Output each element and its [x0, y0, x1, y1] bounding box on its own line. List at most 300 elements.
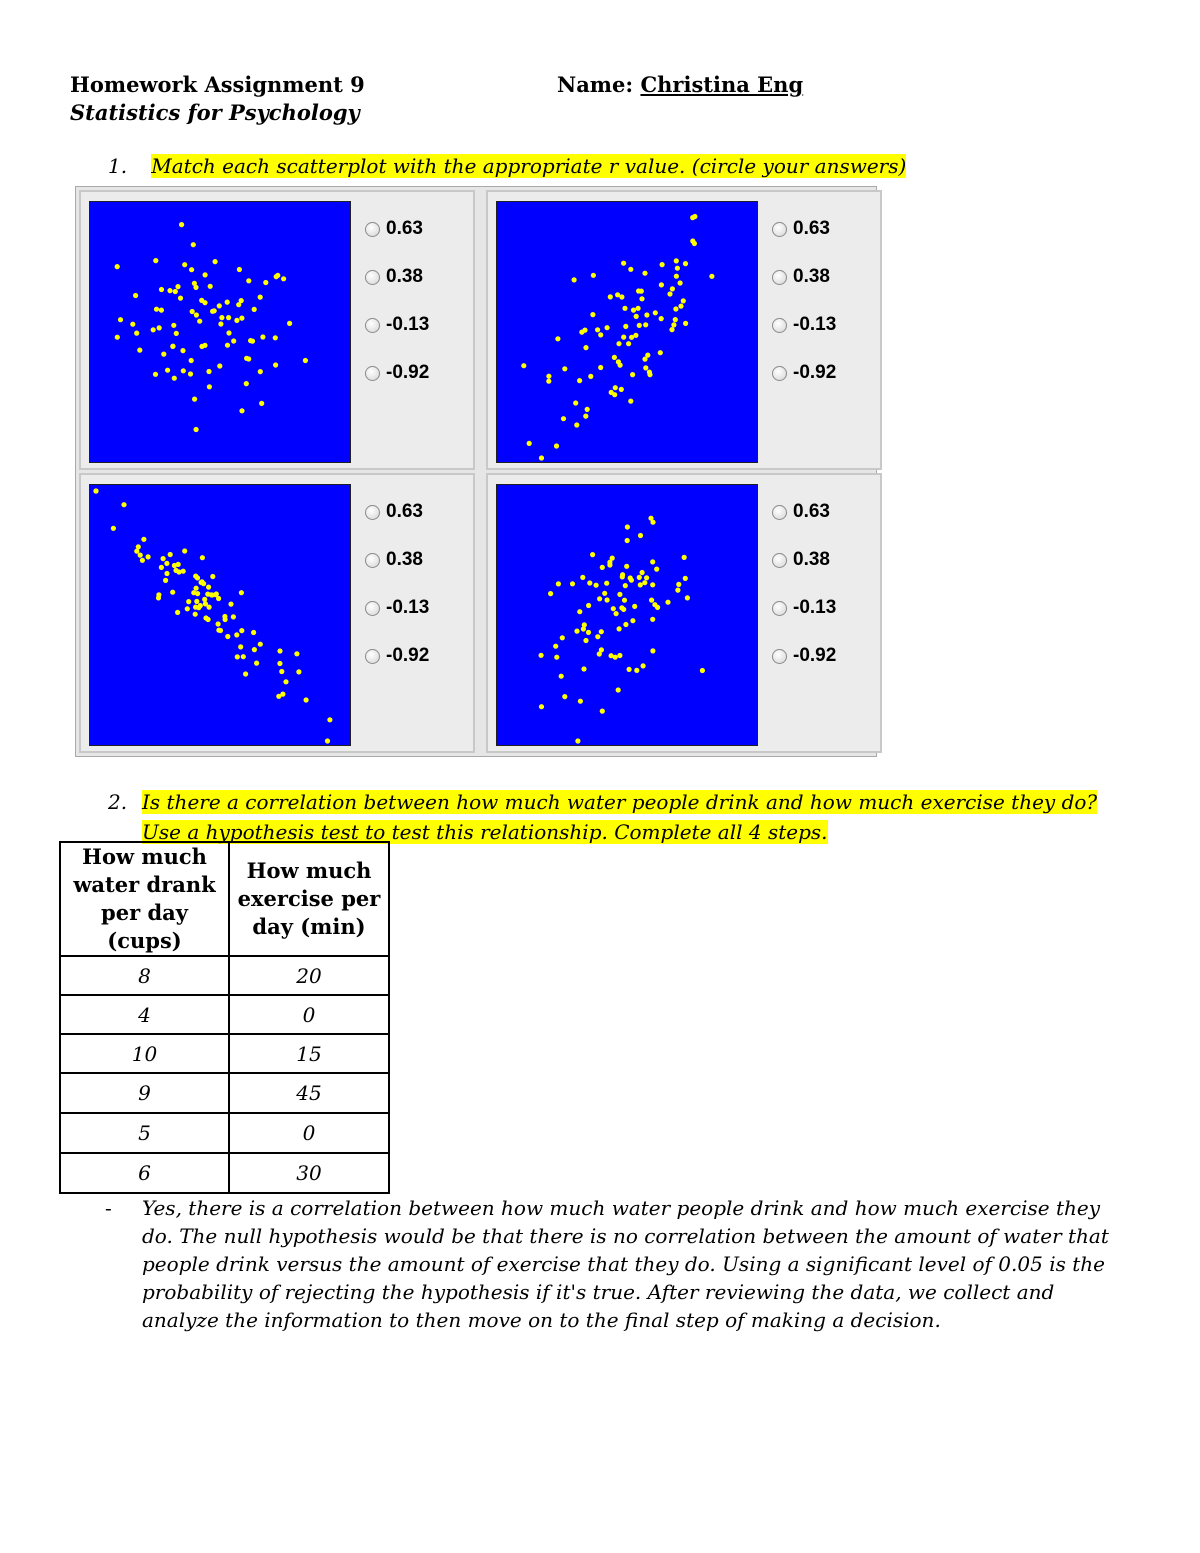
scatter-point: [234, 632, 239, 637]
scatter-point: [151, 327, 156, 332]
scatter-point: [573, 400, 578, 405]
scatter-point: [225, 634, 230, 639]
cell-water: 9: [60, 1073, 229, 1113]
scatter-point: [93, 488, 98, 493]
scatter-point: [197, 319, 202, 324]
scatter-point: [617, 592, 622, 597]
scatter-point: [678, 280, 683, 285]
scatter-point: [281, 276, 286, 281]
scatter-point: [303, 358, 308, 363]
scatter-point: [621, 335, 626, 340]
scatter-point: [683, 261, 688, 266]
scatter-point: [610, 556, 615, 561]
option--0.92[interactable]: -0.92: [355, 358, 429, 388]
scatter-point: [165, 368, 170, 373]
option--0.13[interactable]: -0.13: [355, 310, 429, 340]
scatter-point: [681, 298, 686, 303]
cell-exercise: 0: [229, 1113, 389, 1153]
scatter-point: [296, 669, 301, 674]
scatter-point: [159, 308, 164, 313]
scatterplot-3: [89, 484, 351, 746]
scatter-point: [259, 401, 264, 406]
scatter-point: [237, 267, 242, 272]
scatter-point: [608, 294, 613, 299]
cell-water: 10: [60, 1034, 229, 1073]
option--0.92[interactable]: -0.92: [355, 641, 429, 671]
scatter-point: [617, 653, 622, 658]
radio-icon[interactable]: [365, 553, 380, 568]
scatter-point: [630, 372, 635, 377]
scatter-point: [239, 408, 244, 413]
scatter-point: [650, 520, 655, 525]
scatter-point: [325, 738, 330, 743]
scatter-point: [645, 353, 650, 358]
scatter-point: [683, 321, 688, 326]
scatterplot-cell-4: [486, 473, 882, 753]
scatter-point: [210, 592, 215, 597]
option-0.38[interactable]: 0.38: [355, 262, 423, 292]
scatter-point: [674, 274, 679, 279]
scatter-point: [577, 378, 582, 383]
scatter-point: [659, 282, 664, 287]
scatter-point: [623, 324, 628, 329]
scatter-point: [647, 370, 652, 375]
option-0.38[interactable]: 0.38: [762, 262, 830, 292]
scatter-point: [595, 327, 600, 332]
radio-icon[interactable]: [772, 318, 787, 333]
scatter-point: [140, 558, 145, 563]
scatter-point: [161, 556, 166, 561]
question-1-number: 1.: [108, 154, 128, 178]
scatter-point: [189, 358, 194, 363]
scatter-point: [130, 322, 135, 327]
scatter-point: [673, 306, 678, 311]
scatter-point: [579, 330, 584, 335]
option-0.63[interactable]: 0.63: [355, 497, 423, 527]
cell-water: 5: [60, 1113, 229, 1153]
scatter-point: [674, 258, 679, 263]
scatter-point: [115, 335, 120, 340]
scatter-point: [159, 565, 164, 570]
scatter-point: [581, 626, 586, 631]
scatter-point: [239, 298, 244, 303]
scatter-point: [111, 526, 116, 531]
cell-exercise: 45: [229, 1073, 389, 1113]
scatter-point: [210, 574, 215, 579]
scatter-point: [595, 634, 600, 639]
scatter-point: [615, 292, 620, 297]
scatter-point: [207, 384, 212, 389]
course-subtitle: Statistics for Psychology: [70, 100, 360, 125]
column-header-exercise: How much exercise per day (min): [229, 842, 389, 956]
data-table: [59, 841, 390, 1194]
scatter-point: [620, 572, 625, 577]
radio-icon[interactable]: [772, 601, 787, 616]
scatter-point: [629, 335, 634, 340]
scatter-point: [157, 325, 162, 330]
scatter-point: [546, 379, 551, 384]
radio-icon[interactable]: [772, 649, 787, 664]
scatter-point: [554, 443, 559, 448]
option--0.13[interactable]: -0.13: [762, 593, 836, 623]
radio-icon[interactable]: [772, 505, 787, 520]
scatter-point: [202, 343, 207, 348]
scatter-point: [170, 344, 175, 349]
scatter-point: [594, 583, 599, 588]
scatterplot-cell-3: [79, 473, 475, 753]
scatter-point: [675, 588, 680, 593]
scatter-point: [599, 647, 604, 652]
scatter-point: [250, 339, 255, 344]
radio-icon[interactable]: [772, 553, 787, 568]
scatter-point: [628, 267, 633, 272]
scatter-point: [653, 310, 658, 315]
scatter-point: [622, 598, 627, 603]
scatter-point: [115, 264, 120, 269]
scatter-point: [572, 277, 577, 282]
scatter-point: [174, 331, 179, 336]
scatter-point: [602, 591, 607, 596]
scatter-point: [559, 674, 564, 679]
scatter-point: [254, 661, 259, 666]
scatter-point: [605, 597, 610, 602]
scatter-point: [617, 626, 622, 631]
scatter-point: [194, 599, 199, 604]
scatter-point: [562, 694, 567, 699]
scatter-point: [238, 644, 243, 649]
option-0.63[interactable]: 0.63: [355, 214, 423, 244]
scatter-point: [287, 321, 292, 326]
scatter-point: [154, 307, 159, 312]
scatter-point: [251, 630, 256, 635]
scatter-point: [560, 635, 565, 640]
scatter-point: [628, 399, 633, 404]
scatter-point: [654, 567, 659, 572]
scatter-point: [203, 615, 208, 620]
scatter-point: [141, 537, 146, 542]
cell-exercise: 0: [229, 995, 389, 1034]
scatter-point: [206, 369, 211, 374]
scatter-point: [612, 355, 617, 360]
radio-icon[interactable]: [772, 366, 787, 381]
scatter-point: [609, 653, 614, 658]
scatter-point: [640, 570, 645, 575]
option-0.38[interactable]: 0.38: [355, 545, 423, 575]
scatter-point: [659, 316, 664, 321]
scatter-point: [650, 617, 655, 622]
scatter-point: [195, 591, 200, 596]
scatter-point: [138, 553, 143, 558]
scatter-point: [163, 578, 168, 583]
scatter-point: [586, 630, 591, 635]
scatter-point: [600, 709, 605, 714]
scatter-point: [619, 605, 624, 610]
scatter-point: [181, 569, 186, 574]
name-value: Christina Eng: [640, 72, 804, 97]
table-row: [60, 1073, 389, 1113]
scatter-point: [587, 580, 592, 585]
scatter-point: [159, 287, 164, 292]
scatter-point: [153, 372, 158, 377]
scatter-point: [192, 397, 197, 402]
scatter-point: [621, 261, 626, 266]
scatter-point: [675, 266, 680, 271]
scatter-point: [556, 581, 561, 586]
scatter-point: [655, 605, 660, 610]
scatter-point: [548, 591, 553, 596]
scatter-point: [260, 334, 265, 339]
option-0.63[interactable]: 0.63: [762, 214, 830, 244]
table-row: [60, 956, 389, 995]
scatter-point: [539, 653, 544, 658]
scatter-point: [235, 654, 240, 659]
scatter-point: [175, 284, 180, 289]
scatter-point: [241, 654, 246, 659]
scatter-point: [604, 581, 609, 586]
scatter-point: [188, 371, 193, 376]
scatter-point: [118, 317, 123, 322]
scatter-point: [222, 614, 227, 619]
scatter-point: [231, 614, 236, 619]
radio-icon[interactable]: [365, 222, 380, 237]
scatter-point: [182, 548, 187, 553]
scatterplot-cell-2: [486, 190, 882, 470]
scatter-point: [678, 304, 683, 309]
scatter-point: [283, 679, 288, 684]
scatter-point: [234, 318, 239, 323]
scatter-point: [546, 374, 551, 379]
radio-icon[interactable]: [365, 649, 380, 664]
radio-icon[interactable]: [772, 270, 787, 285]
scatter-point: [583, 414, 588, 419]
scatter-point: [239, 316, 244, 321]
scatter-point: [643, 365, 648, 370]
scatter-point: [521, 363, 526, 368]
scatter-point: [562, 366, 567, 371]
scatter-point: [167, 288, 172, 293]
scatter-point: [263, 280, 268, 285]
scatter-point: [578, 699, 583, 704]
scatter-point: [304, 697, 309, 702]
student-name: [557, 72, 803, 97]
scatter-point: [599, 629, 604, 634]
scatter-point: [634, 314, 639, 319]
scatter-point: [583, 638, 588, 643]
cell-exercise: 30: [229, 1153, 389, 1193]
radio-icon[interactable]: [365, 270, 380, 285]
question-1: [108, 154, 906, 178]
scatterplot-cell-1: [79, 190, 475, 470]
scatter-point: [639, 296, 644, 301]
scatter-point: [683, 576, 688, 581]
scatter-point: [630, 618, 635, 623]
scatter-point: [639, 289, 644, 294]
name-label: Name:: [557, 72, 634, 97]
scatter-point: [153, 258, 158, 263]
scatter-point: [244, 381, 249, 386]
scatter-point: [277, 648, 282, 653]
scatter-point: [590, 312, 595, 317]
scatter-point: [590, 552, 595, 557]
scatter-point: [279, 669, 284, 674]
scatter-point: [294, 651, 299, 656]
scatter-point: [216, 628, 221, 633]
scatter-point: [252, 647, 257, 652]
answer-bullet: -: [105, 1196, 112, 1220]
scatter-point: [276, 694, 281, 699]
scatter-point: [193, 612, 198, 617]
cell-water: 8: [60, 956, 229, 995]
scatter-point: [258, 642, 263, 647]
scatter-point: [612, 392, 617, 397]
scatter-point: [577, 609, 582, 614]
scatter-point: [673, 317, 678, 322]
scatter-point: [676, 582, 681, 587]
scatter-point: [574, 422, 579, 427]
radio-icon[interactable]: [365, 505, 380, 520]
question-2: [108, 788, 1118, 848]
assignment-title: Homework Assignment 9: [70, 72, 365, 97]
scatter-point: [638, 533, 643, 538]
scatter-point: [580, 575, 585, 580]
radio-icon[interactable]: [365, 318, 380, 333]
scatter-point: [194, 312, 199, 317]
radio-icon[interactable]: [772, 222, 787, 237]
scatter-point: [217, 363, 222, 368]
scatter-point: [539, 455, 544, 460]
scatter-point: [670, 286, 675, 291]
scatter-point: [216, 621, 221, 626]
scatter-point: [194, 586, 199, 591]
scatter-point: [186, 599, 191, 604]
scatter-point: [193, 605, 198, 610]
scatter-point: [136, 544, 141, 549]
scatter-point: [644, 575, 649, 580]
scatter-point: [273, 335, 278, 340]
scatter-point: [226, 330, 231, 335]
scatter-point: [623, 583, 628, 588]
scatter-point: [252, 307, 257, 312]
scatter-point: [625, 538, 630, 543]
column-header-water: How much water drank per day (cups): [60, 842, 229, 956]
option--0.13[interactable]: -0.13: [762, 310, 836, 340]
scatter-point: [181, 368, 186, 373]
scatter-point: [583, 345, 588, 350]
scatter-point: [642, 271, 647, 276]
scatter-point: [623, 622, 628, 627]
scatter-point: [210, 309, 215, 314]
scatter-point: [649, 598, 654, 603]
scatter-point: [650, 559, 655, 564]
scatter-point: [225, 343, 230, 348]
scatter-point: [636, 306, 641, 311]
scatter-point: [170, 590, 175, 595]
scatter-point: [581, 666, 586, 671]
scatter-point: [258, 369, 263, 374]
option--0.13[interactable]: -0.13: [355, 593, 429, 623]
radio-icon[interactable]: [365, 366, 380, 381]
scatter-point: [231, 338, 236, 343]
scatter-point: [634, 668, 639, 673]
question-2-number: 2.: [108, 790, 128, 814]
scatter-point: [650, 582, 655, 587]
scatter-point: [618, 363, 623, 368]
scatter-point: [226, 315, 231, 320]
scatter-point: [622, 306, 627, 311]
scatter-point: [193, 574, 198, 579]
scatter-point: [671, 322, 676, 327]
scatter-point: [570, 581, 575, 586]
scatter-point: [192, 281, 197, 286]
scatter-point: [225, 300, 230, 305]
scatterplot-1: [89, 201, 351, 463]
scatter-point: [607, 562, 612, 567]
option--0.92[interactable]: -0.92: [762, 358, 836, 388]
scatter-point: [175, 610, 180, 615]
scatter-point: [598, 332, 603, 337]
radio-icon[interactable]: [365, 601, 380, 616]
scatter-point: [277, 661, 282, 666]
scatter-point: [613, 385, 618, 390]
scatter-point: [176, 562, 181, 567]
scatter-point: [199, 580, 204, 585]
scatter-point: [690, 215, 695, 220]
scatter-point: [644, 312, 649, 317]
scatter-point: [643, 322, 648, 327]
scatter-point: [178, 296, 183, 301]
scatter-point: [682, 555, 687, 560]
scatter-point: [627, 667, 632, 672]
scatter-point: [275, 273, 280, 278]
option--0.92[interactable]: -0.92: [762, 641, 836, 671]
option-0.38[interactable]: 0.38: [762, 545, 830, 575]
scatter-point: [217, 303, 222, 308]
scatter-point: [182, 262, 187, 267]
scatter-point: [243, 671, 248, 676]
scatter-point: [180, 348, 185, 353]
cell-exercise: 15: [229, 1034, 389, 1073]
scatter-point: [574, 629, 579, 634]
scatter-point: [137, 348, 142, 353]
scatter-point: [690, 238, 695, 243]
scatter-point: [685, 595, 690, 600]
scatter-point: [185, 606, 190, 611]
scatter-point: [605, 325, 610, 330]
scatter-point: [539, 704, 544, 709]
scatter-point: [239, 628, 244, 633]
scatter-point: [207, 605, 212, 610]
option-0.63[interactable]: 0.63: [762, 497, 830, 527]
scatter-point: [628, 575, 633, 580]
scatter-point: [161, 352, 166, 357]
scatter-point: [168, 552, 173, 557]
table-row: [60, 995, 389, 1034]
scatter-point: [527, 441, 532, 446]
scatter-point: [202, 597, 207, 602]
scatter-point: [665, 600, 670, 605]
scatter-point: [179, 222, 184, 227]
scatter-point: [632, 604, 637, 609]
table-row: [60, 1153, 389, 1193]
scatter-point: [586, 603, 591, 608]
scatter-point: [194, 427, 199, 432]
scatter-point: [553, 644, 558, 649]
scatter-point: [200, 555, 205, 560]
answer-paragraph: [105, 1194, 1125, 1334]
scatter-point: [173, 289, 178, 294]
scatter-point: [244, 356, 249, 361]
scatter-point: [641, 663, 646, 668]
